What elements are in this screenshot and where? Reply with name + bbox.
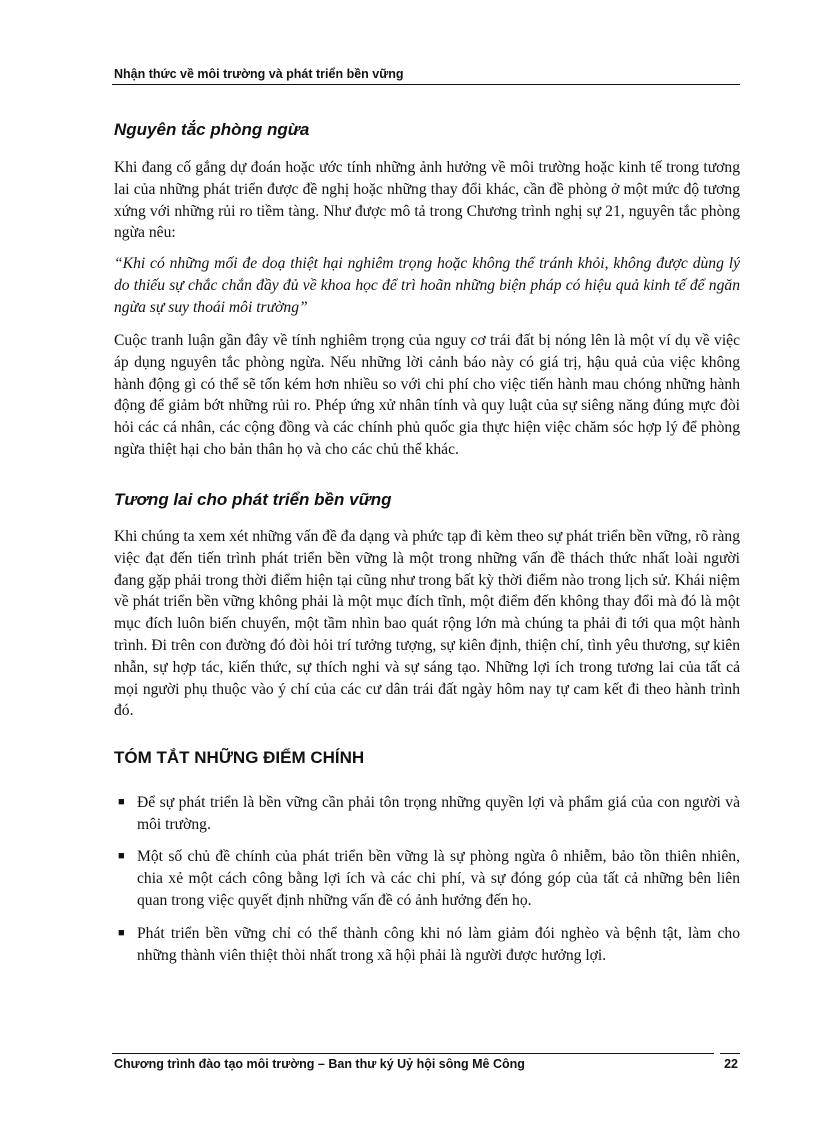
precaution-paragraph-1: Khi đang cố gắng dự đoán hoặc ước tính những ảnh hưởng về môi trường hoặc kinh tế trong tương lai của những phát triển được đề nghị hoặc những thay đổi khác, cần đề phòng ở một mức độ tương xứng với những rủi ro tiềm tàng. Như được mô tả trong Chương trình nghị sự 21, nguyên tắc phòng ngừa nêu: (114, 159, 740, 242)
future-heading: Tương lai cho phát triển bền vững (114, 490, 392, 509)
list-item (114, 846, 740, 911)
bullet-text: Một số chủ đề chính của phát triển bền vững là sự phòng ngừa ô nhiễm, bảo tồn thiên nhiên, chia xẻ một cách công bằng lợi ích và các chi phí, và sự đóng góp của tất cả những bên liên quan trong việc quyết định những vấn đề có ảnh hưởng đến họ. (137, 848, 740, 909)
bullet-text: Phát triển bền vững chỉ có thể thành công khi nó làm giảm đói nghèo và bệnh tật, làm cho những thành viên thiệt thòi nhất trong xã hội phải là người được hưởng lợi. (137, 925, 740, 964)
footer-divider (112, 1053, 714, 1054)
square-bullet-icon: ■ (118, 796, 125, 808)
list-item (114, 923, 740, 967)
header-divider (112, 84, 740, 85)
square-bullet-icon: ■ (118, 850, 125, 862)
list-item (114, 792, 740, 836)
precaution-paragraph-2: Cuộc tranh luận gần đây về tính nghiêm trọng của nguy cơ trái đất bị nóng lên là một ví dụ về việc áp dụng nguyên tắc phòng ngừa. Nếu những lời cảnh báo này có giá trị, hậu quả của việc không hành động gì có thể sẽ tốn kém hơn nhiều so với chi phí cho việc tiến hành mau chóng những hành động để giảm bớt những rủi ro. Phép ứng xử nhân tính và quy luật của sự siêng năng đúng mực đòi hỏi các cá nhân, các cộng đồng và các chính phủ quốc gia thực hiện việc chăm sóc hợp lý để phòng ngừa thiệt hại cho bản thân họ và cho các chủ thể khác. (114, 332, 740, 458)
square-bullet-icon: ■ (118, 927, 125, 939)
footer-text: Chương trình đào tạo môi trường – Ban thư ký Uỷ hội sông Mê Công (114, 1057, 525, 1071)
future-paragraph: Khi chúng ta xem xét những vấn đề đa dạng và phức tạp đi kèm theo sự phát triển bền vững, rõ ràng việc đạt đến tiến trình phát triển bền vững là một trong những vấn đề thách thức nhất loài người đang gặp phải trong thời điểm hiện tại cũng như trong bất kỳ thời điểm nào trong lịch sử. Khái niệm về phát triển bền vững không phải là một mục đích tĩnh, một điểm đến không thay đổi mà đó là một mục đích luôn biến chuyển, một tầm nhìn bao quát rộng lớn mà chúng ta phải đi tới qua một hành trình. Đi trên con đường đó đòi hỏi trí tưởng tượng, sự kiên định, thiện chí, tình yêu thương, sự kiên nhẫn, sự hợp tác, kiến thức, sự thích nghi và sự sáng tạo. Những lợi ích trong tương lai của tất cả mọi người phụ thuộc vào ý chí của các cư dân trái đất ngày hôm nay tự cam kết đi theo hành trình đó. (114, 528, 740, 720)
bullet-text: Để sự phát triển là bền vững cần phải tôn trọng những quyền lợi và phẩm giá của con người và môi trường. (137, 794, 740, 833)
precaution-heading: Nguyên tắc phòng ngừa (114, 120, 310, 139)
agenda-21-quote: “Khi có những mối đe doạ thiệt hại nghiêm trọng hoặc không thể tránh khỏi, không được dùng lý do thiếu sự chắc chắn đầy đủ về khoa học để trì hoãn những biện pháp có hiệu quả kinh tế để ngăn ngừa sự suy thoái môi trường” (114, 255, 740, 316)
page-number: 22 (724, 1057, 738, 1071)
summary-heading: TÓM TẮT NHỮNG ĐIỂM CHÍNH (114, 748, 365, 767)
running-header-title: Nhận thức về môi trường và phát triển bền vững (114, 67, 404, 81)
page-number-divider (720, 1053, 740, 1054)
